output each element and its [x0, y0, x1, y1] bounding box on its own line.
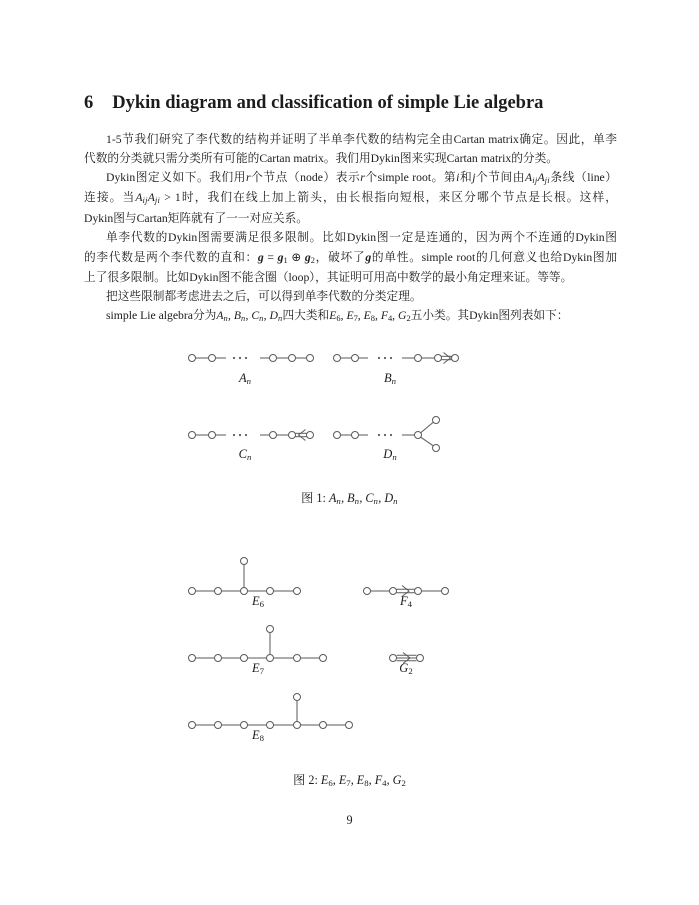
text-segment: 把这些限制都考虑进去之后，可以得到单李代数的分类定理。: [106, 290, 422, 304]
dynkin-diagram-an: [189, 355, 314, 362]
text-segment: 代数的分类就只需分类所有可能的Cartan matrix。我们用Dykin图来实现Cartan matrix的分类。: [84, 151, 558, 165]
text-segment: simple Lie algebra分为: [106, 309, 217, 323]
label-letter: G: [399, 661, 409, 675]
diagram-label-dn: [383, 447, 396, 462]
diagram-label-f4: [400, 594, 412, 609]
text-segment: 条线（line）: [549, 170, 617, 184]
label-letter: E: [251, 728, 260, 742]
text-segment: n: [223, 312, 229, 323]
text-segment: ji: [154, 195, 161, 206]
diagram-label-e6: [252, 594, 264, 609]
text-segment: ,: [341, 491, 348, 505]
text-segment: r: [360, 170, 365, 184]
text-segment: r: [246, 170, 251, 184]
arrow-right-icon: [444, 353, 451, 364]
text-segment: B: [347, 491, 355, 505]
arrow-left-icon: [299, 430, 306, 441]
text-segment: 个节点（node）表示: [250, 170, 361, 184]
label-subscript: n: [246, 451, 252, 462]
text-segment: A: [216, 309, 224, 323]
paragraph-line: [84, 189, 617, 210]
text-segment: ,: [350, 773, 357, 787]
text-segment: 图 2:: [293, 773, 321, 787]
text-segment: 上了很多限制。比如Dykin图不能含圈（loop），其证明可用高中数学的最小角定理来证。等等。: [84, 271, 573, 285]
text-segment: ,: [378, 491, 385, 505]
page-number: 9: [346, 813, 353, 827]
label-letter: F: [399, 594, 408, 608]
text-segment: 1: [283, 254, 288, 265]
label-subscript: 7: [259, 665, 265, 676]
label-letter: D: [383, 447, 393, 461]
label-subscript: 8: [259, 732, 265, 743]
text-segment: 2: [310, 254, 315, 265]
text-segment: n: [354, 495, 360, 506]
text-segment: ,: [228, 309, 234, 323]
text-segment: ⊕: [291, 249, 302, 264]
text-segment: ij: [142, 195, 148, 206]
diagram-label-bn: [384, 371, 396, 386]
label-letter: C: [238, 447, 247, 461]
text-segment: ji: [544, 174, 550, 185]
text-segment: 个节间由: [475, 170, 526, 184]
text-segment: Dykin图与Cartan矩阵就有了一一对应关系。: [84, 212, 308, 226]
text-segment: E: [329, 309, 337, 323]
diagram-label-cn: [239, 447, 252, 462]
text-segment: E: [346, 309, 354, 323]
diagram-label-e8: [252, 728, 264, 743]
figure1-caption: [0, 489, 699, 506]
figure2-dynkin-diagrams: [84, 545, 620, 757]
text-segment: 4: [387, 312, 393, 323]
text-segment: E: [338, 773, 347, 787]
body-text: [84, 131, 617, 328]
text-segment: n: [259, 312, 264, 323]
text-segment: 四大类和: [282, 309, 330, 323]
label-letter: E: [251, 594, 260, 608]
text-segment: 2: [406, 312, 411, 323]
dynkin-diagram-e7: [189, 626, 327, 662]
text-segment: E: [320, 773, 329, 787]
text-segment: ,: [332, 773, 339, 787]
text-segment: F: [380, 309, 388, 323]
text-segment: 的单性。simple root的几何意义也给Dykin图加: [371, 250, 618, 264]
text-segment: Dykin图定义如下。我们用: [106, 170, 247, 184]
text-segment: E: [363, 309, 371, 323]
text-segment: E: [356, 773, 365, 787]
text-segment: n: [336, 495, 342, 506]
label-subscript: 6: [259, 598, 265, 609]
label-subscript: n: [246, 375, 252, 386]
text-segment: 8: [364, 777, 369, 788]
text-segment: g: [257, 250, 264, 264]
text-segment: n: [393, 495, 398, 506]
text-segment: > 1时，我们在线上加上箭头，由长根指向短根，来区分哪个节点是长根。这样，: [160, 191, 617, 205]
paragraph-line: [84, 169, 617, 190]
text-segment: ij: [532, 174, 538, 185]
text-segment: 7: [346, 777, 351, 788]
diagram-label-an: [239, 371, 251, 386]
label-subscript: n: [391, 375, 397, 386]
text-segment: 6: [328, 777, 333, 788]
text-segment: A: [328, 491, 337, 505]
label-letter: A: [238, 371, 247, 385]
section-title: [84, 93, 543, 114]
text-segment: ,: [368, 773, 375, 787]
text-segment: 五小类。其Dykin图列表如下：: [410, 309, 569, 323]
paragraph-line: [84, 269, 617, 288]
dynkin-diagram-e8: [189, 694, 353, 729]
label-letter: B: [383, 371, 392, 385]
text-segment: 单李代数的Dykin图需要满足很多限制。比如Dykin图一定是连通的，因为两个不连通的Dykin图: [106, 230, 617, 244]
text-segment: ,: [374, 309, 381, 323]
text-segment: g: [365, 250, 372, 264]
paragraph-line: [84, 248, 617, 270]
text-segment: F: [374, 773, 383, 787]
text-segment: 的李代数是两个李代数的直和：: [84, 250, 258, 264]
text-segment: ,: [263, 309, 270, 323]
text-segment: G: [398, 309, 407, 323]
text-segment: 1-5节我们研究了李代数的结构并证明了半单李代数的结构完全由Cartan matrix确定。因此，单李: [106, 133, 617, 146]
text-segment: C: [365, 491, 374, 505]
section-number: 6: [84, 93, 94, 113]
paragraph-line: [84, 288, 617, 307]
figure1-dynkin-diagrams: [84, 340, 620, 468]
paragraph-line: [84, 229, 617, 248]
text-segment: D: [269, 309, 278, 323]
text-segment: A: [147, 191, 155, 205]
text-segment: i: [456, 170, 460, 184]
paragraph-line: [84, 307, 617, 328]
text-segment: 2: [401, 777, 406, 788]
text-segment: 图 1:: [301, 491, 329, 505]
paragraph-line: [84, 210, 617, 229]
paragraph-line: [84, 131, 617, 150]
text-segment: 7: [353, 312, 358, 323]
dynkin-diagram-cn: [189, 430, 314, 441]
text-segment: D: [384, 491, 394, 505]
text-segment: A: [135, 191, 143, 205]
text-segment: 个simple root。第: [364, 170, 457, 184]
text-segment: ,: [357, 309, 364, 323]
text-segment: 4: [382, 777, 387, 788]
text-segment: 6: [336, 312, 341, 323]
text-segment: ,: [359, 491, 366, 505]
label-letter: E: [251, 661, 260, 675]
text-segment: C: [251, 309, 260, 323]
text-segment: G: [392, 773, 402, 787]
label-subscript: 4: [407, 598, 413, 609]
text-segment: ,: [392, 309, 398, 323]
text-segment: n: [277, 312, 283, 323]
text-segment: ,: [340, 309, 347, 323]
diagram-label-e7: [252, 661, 264, 676]
label-subscript: 2: [408, 665, 413, 676]
text-segment: j: [472, 170, 476, 184]
text-segment: =: [263, 250, 278, 264]
text-segment: ,: [386, 773, 393, 787]
text-segment: 和: [459, 170, 473, 184]
text-segment: B: [233, 309, 241, 323]
text-segment: A: [537, 170, 545, 184]
text-segment: g: [304, 250, 311, 264]
label-subscript: n: [392, 451, 397, 462]
diagram-label-g2: [399, 661, 412, 676]
section-title-text: Dykin diagram and classification of simple Lie algebra: [112, 93, 544, 113]
text-segment: n: [373, 495, 379, 506]
text-segment: ，破坏了: [314, 250, 366, 264]
dynkin-diagram-bn: [334, 353, 459, 364]
text-segment: 8: [370, 312, 375, 323]
paragraph-line: [84, 150, 617, 169]
text-segment: ,: [245, 309, 252, 323]
text-segment: A: [525, 170, 533, 184]
figure2-caption: [0, 771, 699, 788]
text-segment: 连接。当: [84, 191, 136, 205]
dynkin-diagram-e6: [189, 558, 301, 595]
text-segment: g: [277, 250, 284, 264]
text-segment: n: [241, 312, 246, 323]
